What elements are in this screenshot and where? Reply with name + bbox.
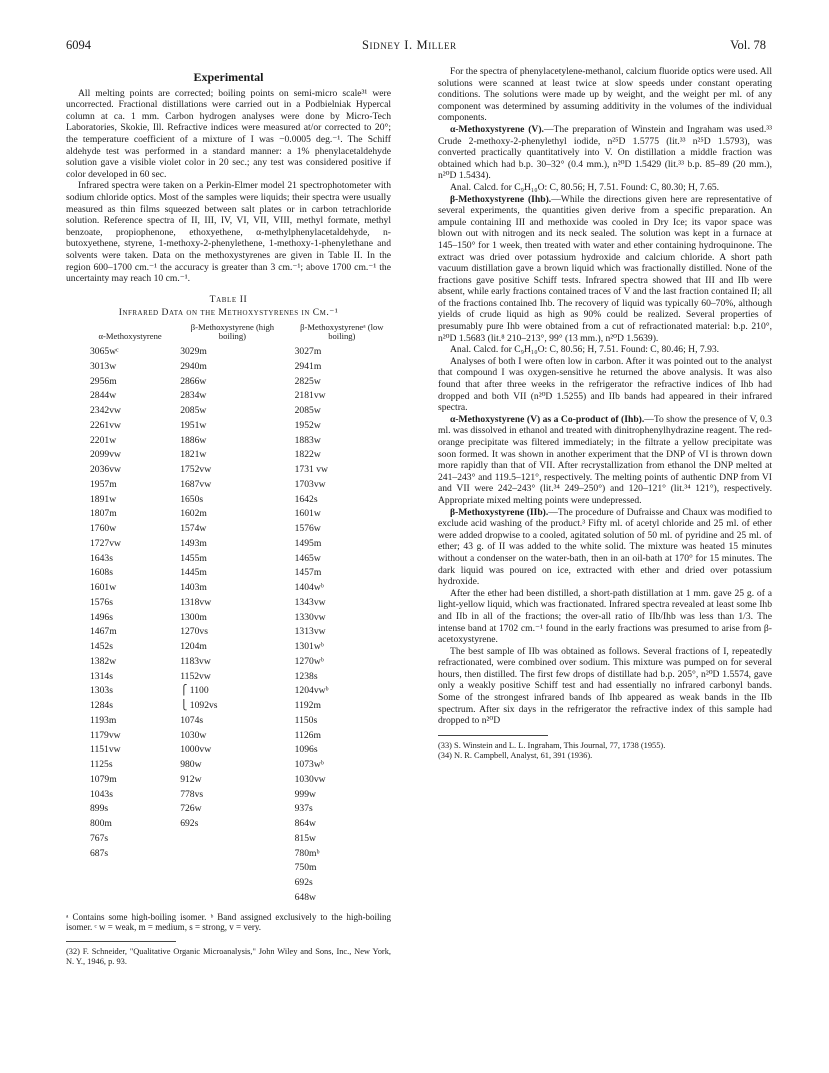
table-row	[66, 493, 391, 508]
reference-34: (34) N. R. Campbell, Analyst, 61, 391 (1936).	[438, 750, 593, 760]
table-cell: 692s	[294, 877, 313, 889]
table-cell: ⎩ 1092vs	[180, 700, 218, 712]
table-cell: 1313vw	[294, 626, 326, 638]
table-cell: 899s	[90, 803, 109, 815]
table-cell: 1752vw	[180, 464, 212, 476]
table-row	[66, 684, 391, 699]
table-cell: 1301wᵇ	[294, 641, 324, 653]
table-row	[66, 375, 391, 390]
table-cell: 1608s	[90, 567, 113, 579]
table-row	[66, 596, 391, 611]
table-cell: 2941m	[294, 360, 322, 372]
table-cell: 1643s	[90, 552, 113, 564]
table-cell: 1642s	[294, 493, 318, 505]
table-row	[66, 522, 391, 537]
table-caption: Infrared Data on the Methoxystyrenes in Cm.⁻¹	[118, 307, 339, 319]
table-header-row	[66, 323, 391, 345]
column-header: α-Methoxystyrene	[98, 331, 162, 342]
volume-label: Vol. 78	[730, 38, 766, 52]
table-cell: 687s	[90, 847, 109, 859]
table-cell: 1602m	[180, 508, 207, 520]
table-cell: 1152vw	[180, 670, 211, 682]
table-cell: 778vs	[180, 788, 204, 800]
table-cell: 2085w	[294, 405, 321, 417]
table-cell: 1403m	[180, 582, 207, 594]
analysis-line: Anal. Calcd. for C₉H₁₀O: C, 80.56; H, 7.51. Found: C, 80.30; H, 7.65.	[450, 181, 720, 193]
table-row	[66, 847, 391, 862]
reference-32: (32) F. Schneider, "Qualitative Organic Microanalysis," John Wiley and Sons, Inc., New York, N. Y., 1946, p. 93.	[66, 946, 391, 966]
table-cell: 780mᵇ	[294, 847, 320, 859]
table-cell: 1760w	[90, 523, 117, 535]
table-cell: 1883w	[294, 434, 321, 446]
table-row	[66, 404, 391, 419]
table-cell: 1270vs	[180, 626, 208, 638]
table-cell: 1318vw	[180, 596, 212, 608]
table-cell: 1073wᵇ	[294, 759, 324, 771]
table-cell	[66, 861, 172, 876]
table-cell: 1574w	[180, 523, 207, 535]
table-cell	[172, 861, 286, 876]
table-cell: 1284s	[90, 700, 113, 712]
table-cell: 2956m	[90, 375, 117, 387]
table-row	[66, 448, 391, 463]
table-cell: 3013w	[90, 360, 117, 372]
table-cell: 1238s	[294, 670, 318, 682]
table-row	[66, 625, 391, 640]
table-cell: 2099vw	[90, 449, 121, 461]
paragraph	[438, 414, 772, 507]
table-cell: 1150s	[294, 714, 318, 726]
table-cell: 2940m	[180, 360, 207, 372]
table-cell: 1731 vw	[294, 464, 328, 476]
table-cell: 1467m	[90, 626, 117, 638]
table-cell: 2181vw	[294, 390, 326, 402]
table-row	[66, 419, 391, 434]
table-row	[66, 581, 391, 596]
page-number: 6094	[66, 38, 91, 52]
paragraph	[438, 124, 772, 182]
table-cell: 1957m	[90, 478, 117, 490]
table-cell: 1493m	[180, 537, 207, 549]
table-cell: 1952w	[294, 419, 321, 431]
table-row	[66, 345, 391, 360]
table-cell	[66, 876, 172, 891]
paragraph: For the spectra of phenylacetylene-methanol, calcium fluoride optics were used. All solutions were scanned at least twice at slow speeds under constant operating conditions. The solutions were made up by weight, and the weight per ml. of any component was determined by assuming additivity in the volumes of the individual components.	[438, 66, 772, 124]
paragraph: The best sample of IIb was obtained as follows. Several fractions of I, repeatedly refractionated, were combined over sodium. This mixture was pumped on for several hours, then distilled. The first few drops of distillate had b.p. 205°, n²⁰D 1.5574, gave only a weakly positive Schiff test and had essentially no infrared carbonyl bands. Some of the strongest infrared bands of Ihb appeared as weak bands in the IIb spectrum. After six days in the refrigerator the refractive index of this sample had dropped to n²⁰D	[438, 645, 772, 727]
table-cell: 1079m	[90, 773, 117, 785]
table-row	[66, 670, 391, 685]
paragraph: All melting points are corrected; boiling points on semi-micro scale³¹ were uncorrected. Fractional distillations were carried out in a Podbielniak Hypercal column at ca. 1 mm. Carbon hydrogen analyses were done by Micro-Tech Laboratories, Skokie, Ill. Refractive indices were measured at/or corrected to 20°; the temperature coefficient of a mixture of I was −0.0005 deg.⁻¹. The Schiff aldehyde test was performed in a standard manner: a 1% phenylacetaldehyde solution gave a visible violet color in 20 sec.; any test was considered positive if color developed in 60 sec.	[66, 87, 391, 180]
table-cell: ⎧ 1100	[180, 685, 209, 697]
table-cell: 2844w	[90, 390, 117, 402]
table-cell: 1452s	[90, 641, 113, 653]
table-cell: 2825w	[294, 375, 321, 387]
table-row	[66, 802, 391, 817]
table-cell: 1404wᵇ	[294, 582, 324, 594]
table-cell: 1496s	[90, 611, 113, 623]
footnote-rule	[438, 735, 548, 736]
table-cell	[172, 847, 286, 862]
table-row	[66, 552, 391, 567]
table-cell: 800m	[90, 818, 112, 830]
table-cell: 3029m	[180, 346, 207, 358]
table-cell: 1703vw	[294, 478, 326, 490]
table-cell: 937s	[294, 803, 313, 815]
table-cell: 1270wᵇ	[294, 655, 324, 667]
table-cell: 1330vw	[294, 611, 326, 623]
table-cell: 1495m	[294, 537, 322, 549]
table-row	[66, 478, 391, 493]
table-cell: 999w	[294, 788, 316, 800]
paragraph-text: —To show the presence of V, 0.3 ml. was dissolved in ethanol and treated with dinitrophenylhydrazine reagent. The red-orange precipitate was filtered immediately; in the filtrate a yellow precipitate was soon formed. It was shown in another experiment that the DNP of VI is thrown down more rapidly than that of VII. After recrystallization from ethanol the DNP melted at 241–243° and 119.5–121°, respectively. The melting points of authentic DNP from VI and VII were 242–243° (lit.³⁴ 249–250°) and 120–121° (lit.³⁴ 121°), respectively. Appropriate mixed melting points were undepressed.	[438, 413, 772, 506]
paragraph: Analyses of both I were often low in carbon. After it was pointed out to the analyst that compound I was oxygen-sensitive he returned the above analysis. It was also found that after three weeks in the refrigerator the refractive indices of Ihb had dropped and both VII (n²⁰D 1.5255) and IIb bands had appeared in their infrared spectra.	[438, 355, 772, 414]
table-cell: 1314s	[90, 670, 113, 682]
paragraph-text: —The preparation of Winstein and Ingraham was used.³³ Crude 2-methoxy-2-phenylethyl iodide, n²⁵D 1.5775 (lit.³³ n²⁵D 1.5793), was converted practically quantitatively into V. On distillation a middle fraction was obtained which had b.p. 30–32° (0.4 mm.), n²⁰D 1.5429 (lit.³³ b.p. 85–89 (20 mm.), n²⁰D 1.5434).	[438, 123, 772, 182]
table-cell: 1300m	[180, 611, 207, 623]
table-cell: 2866w	[180, 375, 207, 387]
table-cell: 864w	[294, 818, 316, 830]
table-row	[66, 788, 391, 803]
table-row	[66, 891, 391, 906]
paragraph-text: —The procedure of Dufraisse and Chaux was modified to exclude acid washing of the product.³ Fifty ml. of acetyl chloride and 25 ml. of ether were added dropwise to a cooled, agitated solution of 50 ml. of pyridine and 25 ml. of ether; 43 g. of II was added to the white solid. The mixture was heated 15 minutes without a condenser on the water-bath, then in an oil-bath at 170° for 15 minutes. The dark liquid was poured on ice, extracted with ether and dried over potassium hydroxide.	[438, 506, 772, 588]
running-author: Sidney I. Miller	[362, 38, 457, 52]
table-row	[66, 537, 391, 552]
table-cell: 1457m	[294, 567, 322, 579]
table-footnote: ᵃ Contains some high-boiling isomer. ᵇ Band assigned exclusively to the high-boiling isomer. ᶜ w = weak, m = medium, s = strong, v = very.	[66, 911, 391, 933]
table-cell: 1151vw	[90, 744, 121, 756]
table-cell: 1382w	[90, 655, 117, 667]
table-cell: 1096s	[294, 744, 318, 756]
table-cell: 1179vw	[90, 729, 121, 741]
table-cell: 1043s	[90, 788, 113, 800]
table-cell: 2834w	[180, 390, 207, 402]
table-cell: 3065wᶜ	[90, 346, 119, 358]
subsection-heading: α-Methoxystyrene (V) as a Co-product of (Ihb).	[450, 413, 645, 425]
paragraph	[438, 194, 772, 345]
table-cell: 750m	[294, 862, 317, 874]
table-cell: 980w	[180, 759, 202, 771]
paragraph: Infrared spectra were taken on a Perkin-Elmer model 21 spectrophotometer with sodium chloride optics. Most of the samples were liquids; their spectra were usually measured as thin films squeezed between salt plates or in carbon tetrachloride solution. Reference spectra of II, III, IV, VI, VII, VIII, methyl formate, methyl benzoate, propiophenone, ethoxyethene, α-methylphenylacetaldehyde, n-butoxyethene, styrene, 1-methoxy-2-phenylethene, 1-methoxy-1-phenylethane and solvents were taken. Data on the methoxystyrenes are given in Table II. In the region 600–1700 cm.⁻¹ the accuracy is greater than 3 cm.⁻¹; above 1700 cm.⁻¹ the uncertainty may reach 10 cm.⁻¹.	[66, 180, 391, 285]
table-cell: 1650s	[180, 493, 204, 505]
table-cell: 1030w	[180, 729, 207, 741]
table-cell: 1601w	[294, 508, 321, 520]
table-cell: 1192m	[294, 700, 321, 712]
table-cell: 2085w	[180, 405, 207, 417]
table-cell: 1074s	[180, 714, 204, 726]
table-row	[66, 699, 391, 714]
subsection-heading: α-Methoxystyrene (V).	[450, 123, 544, 135]
table-row	[66, 832, 391, 847]
table-cell: 1891w	[90, 493, 117, 505]
table-cell: 2342vw	[90, 405, 121, 417]
section-title: Experimental	[193, 70, 264, 84]
table-cell: 1183vw	[180, 655, 211, 667]
table-cell: 1455m	[180, 552, 207, 564]
table-cell: 1030vw	[294, 773, 326, 785]
table-cell: 3027m	[294, 346, 322, 358]
table-row	[66, 389, 391, 404]
table-cell: 1951w	[180, 419, 207, 431]
table-cell: 1125s	[90, 759, 113, 771]
subsection-heading: β-Methoxystyrene (IIb).	[450, 506, 549, 518]
table-row	[66, 655, 391, 670]
table-cell: 1576s	[90, 596, 113, 608]
table-row	[66, 773, 391, 788]
table-row	[66, 507, 391, 522]
right-column	[438, 66, 772, 761]
table-cell: 1727vw	[90, 537, 121, 549]
table-cell: 1126m	[294, 729, 321, 741]
table-cell	[172, 891, 286, 906]
table-cell: 1687vw	[180, 478, 212, 490]
table-row	[66, 463, 391, 478]
table-cell: 815w	[294, 832, 316, 844]
running-header	[66, 38, 766, 54]
table-cell: 1445m	[180, 567, 207, 579]
table-cell: 1465w	[294, 552, 321, 564]
column-header: β-Methoxystyreneᵃ (low boiling)	[300, 321, 384, 342]
table-row	[66, 360, 391, 375]
paragraph	[438, 507, 772, 588]
footnote-rule	[66, 941, 176, 942]
table-cell: 1204vwᵇ	[294, 685, 329, 697]
table-cell	[66, 891, 172, 906]
table-cell: 1601w	[90, 582, 117, 594]
table-cell: 1193m	[90, 714, 117, 726]
table-cell: 1886w	[180, 434, 207, 446]
table-row	[66, 817, 391, 832]
table-cell	[172, 876, 286, 891]
table-cell: 2036vw	[90, 464, 121, 476]
table-row	[66, 640, 391, 655]
table-row	[66, 434, 391, 449]
table-cell	[172, 832, 286, 847]
table-title: Table II	[209, 293, 248, 305]
table-cell: 692s	[180, 818, 199, 830]
paragraph: After the ether had been distilled, a short-path distillation at 1 mm. gave 25 g. of a light-yellow liquid, which was fractionated. Infrared spectra revealed at least some Ihb and IIb in all of the fractions; the over-all ratio of IIb/Ihb was less than 1/3. The intense band at 1702 cm.⁻¹ found in the early fractions was presumed to arise from β-acetoxystyrene.	[438, 587, 772, 646]
table-row	[66, 861, 391, 876]
reference-33: (33) S. Winstein and L. L. Ingraham, This Journal, 77, 1738 (1955).	[438, 740, 666, 750]
subsection-heading: β-Methoxystyrene (Ihb).	[450, 193, 552, 205]
table-cell: 2201w	[90, 434, 117, 446]
table-cell: 1343vw	[294, 596, 326, 608]
table-cell: 726w	[180, 803, 202, 815]
infrared-data-table	[66, 323, 391, 906]
left-column	[66, 66, 391, 967]
table-row	[66, 714, 391, 729]
table-cell: 2261vw	[90, 419, 121, 431]
table-row	[66, 566, 391, 581]
table-cell: 1204m	[180, 641, 207, 653]
analysis-line: Anal. Calcd. for C₉H₁₀O: C, 80.56; H, 7.51. Found: C, 80.46; H, 7.93.	[450, 344, 720, 356]
table-cell: 767s	[90, 832, 109, 844]
table-cell: 1822w	[294, 449, 321, 461]
table-row	[66, 611, 391, 626]
table-row	[66, 758, 391, 773]
column-header: β-Methoxystyrene (high boiling)	[190, 321, 275, 342]
table-row	[66, 743, 391, 758]
table-row	[66, 729, 391, 744]
table-cell: 912w	[180, 773, 202, 785]
table-cell: 1807m	[90, 508, 117, 520]
table-row	[66, 876, 391, 891]
table-cell: 648w	[294, 891, 316, 903]
table-cell: 1576w	[294, 523, 321, 535]
table-cell: 1000vw	[180, 744, 212, 756]
table-cell: 1821w	[180, 449, 207, 461]
table-cell: 1303s	[90, 685, 113, 697]
paragraph-text: —While the directions given here are representative of several experiments, the quantities given derive from a specific preparation. An ampule containing III and methoxide was cooled in Dry Ice; its vapor space was blown out with nitrogen and its neck sealed. The solution was kept in a furnace at 145–150° for 1 week, then treated with water and ether containing hydroquinone. The extract was dried over potassium hydroxide and calcium chloride. A short path vacuum distillation gave a brown liquid which was fractionally distilled. None of the fractions gave positive Schiff tests. Infrared spectra showed that III and IIb were absent, while early fractions contained traces of V and the last fraction contained II; all of the fractions contained Ihb. The recovery of liquid was typically 60–70%, although yields of crude liquid as high as 90% could be realized. Several properties of presumably pure Ihb were obtained from a cut of refractionated material: b.p. 210°, n²⁰D 1.5683 (lit.⁸ 210–213°, 99° (13 mm.), n²⁰D 1.5639).	[438, 193, 772, 344]
